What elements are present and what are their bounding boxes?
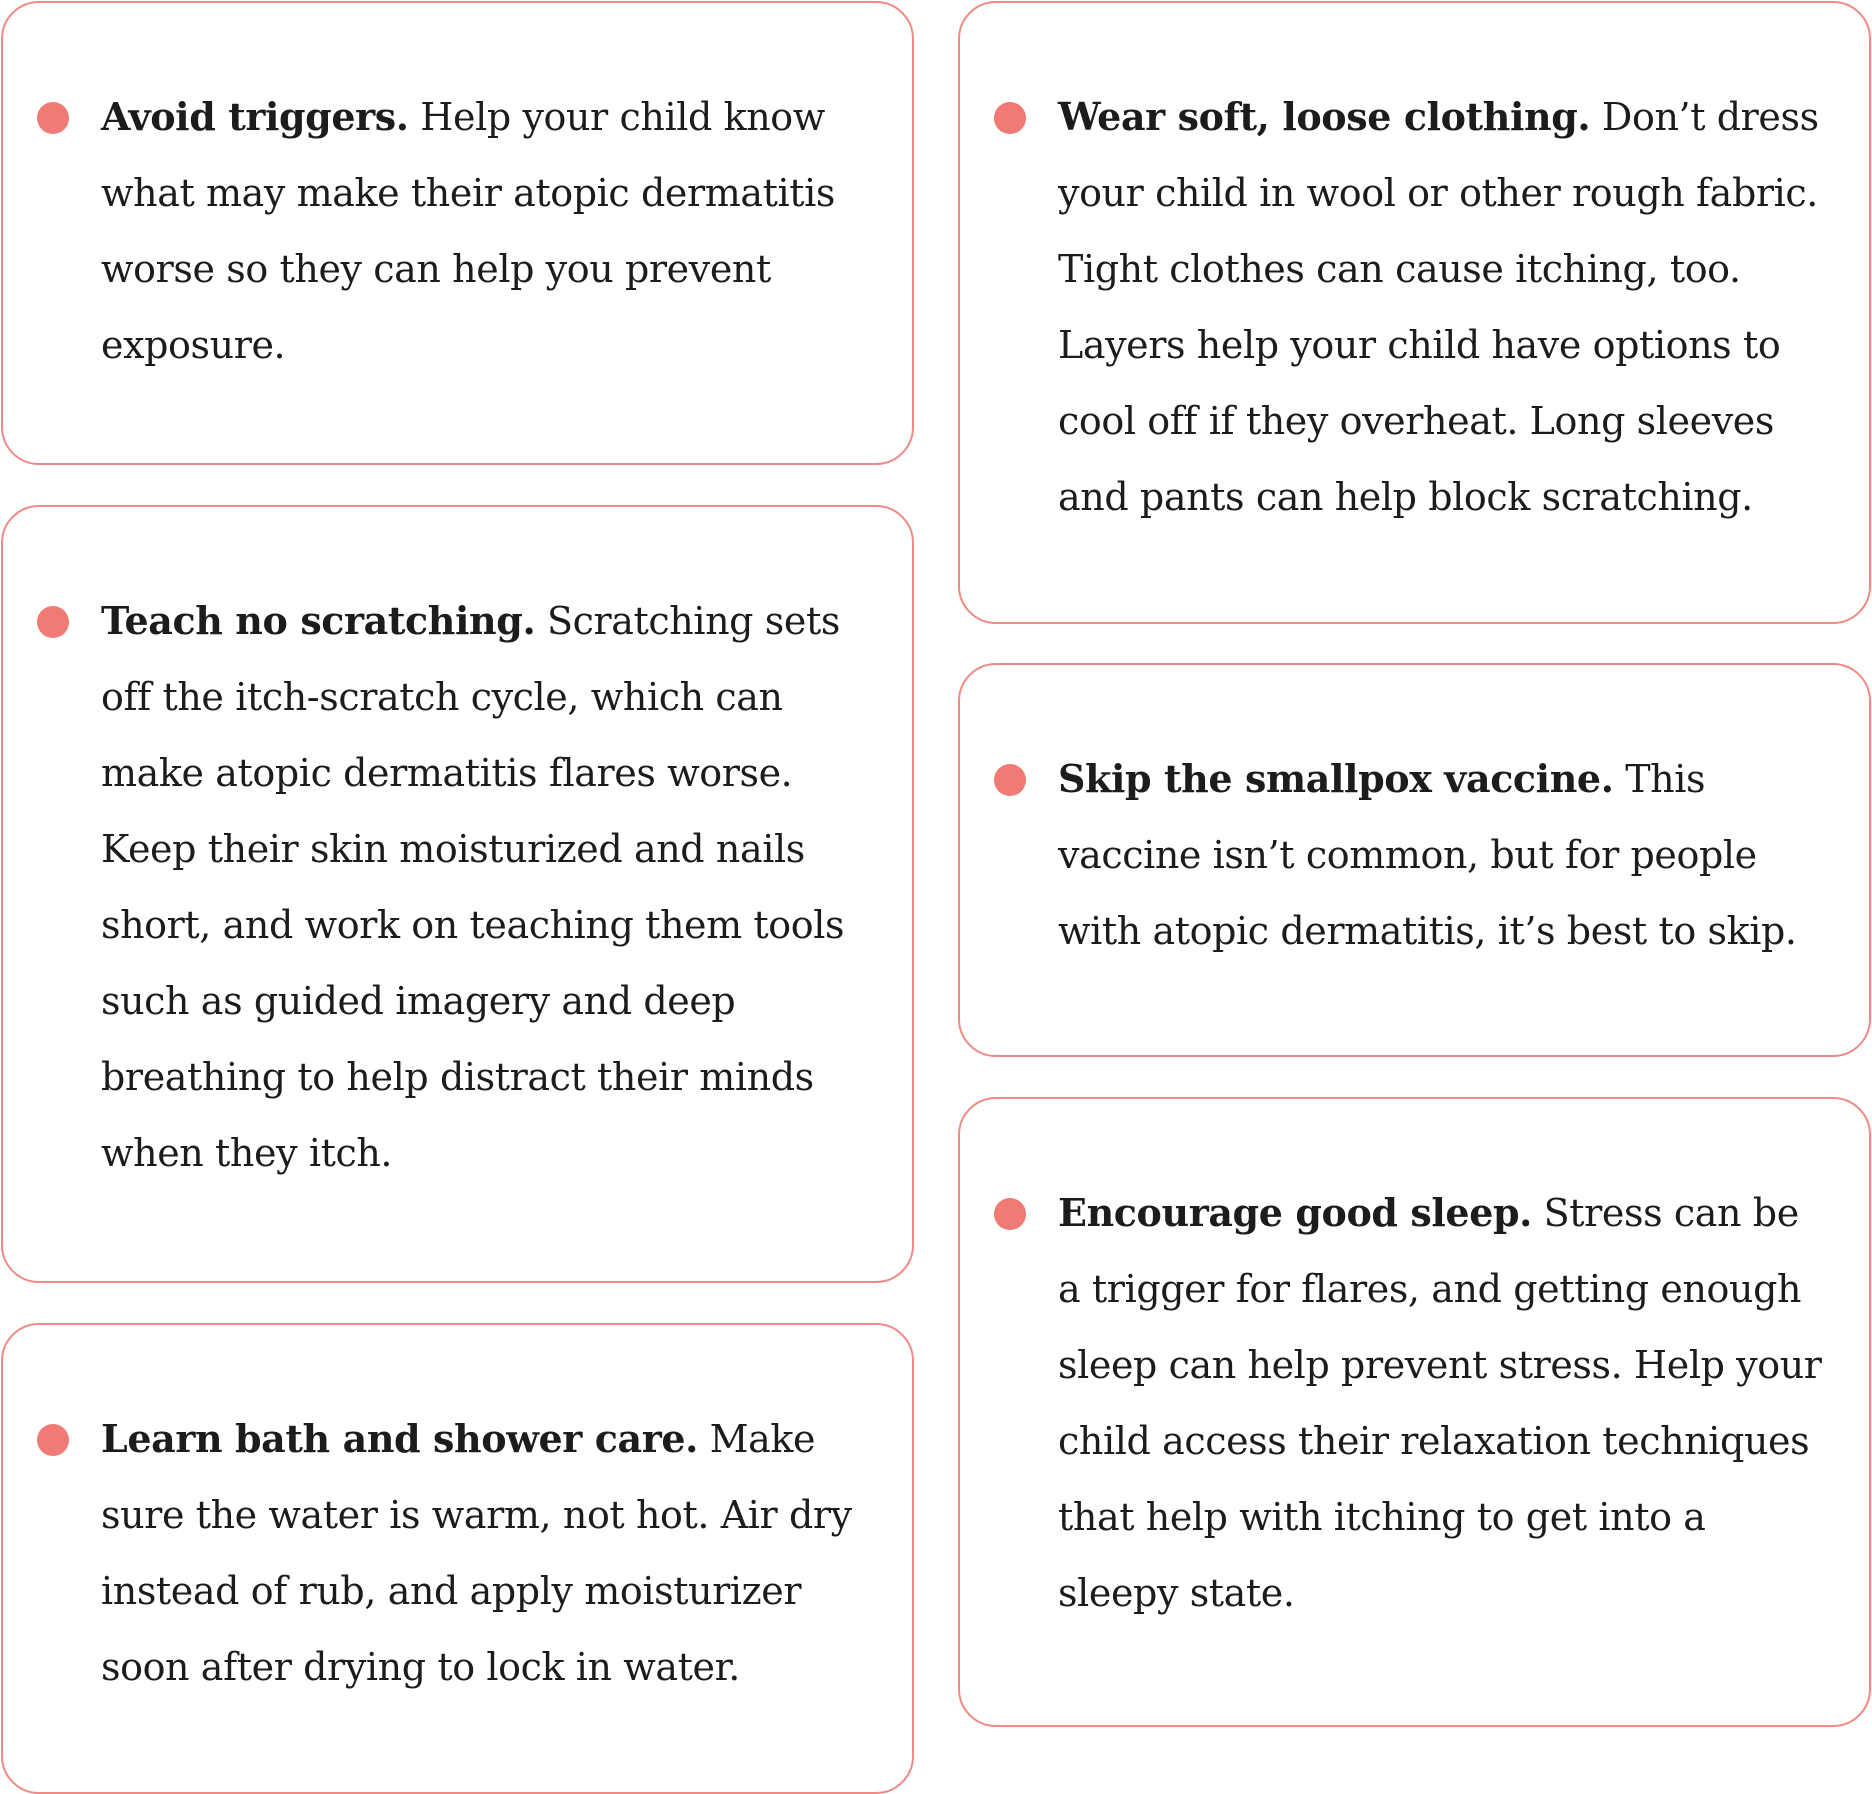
tip-body: Don’t dress your child in wool or other rough fabric. Tight clothes can cause itching, too. Layers help your child have options to cool off if they overheat. Long sleeves and pants can help block scratching.	[1058, 95, 1819, 519]
tip-title: Avoid triggers.	[101, 94, 409, 139]
bullet-dot-icon	[37, 1424, 69, 1456]
tip-title: Encourage good sleep.	[1058, 1190, 1532, 1235]
tip-body: Scratching sets off the itch-scratch cycle, which can make atopic dermatitis flares worse. Keep their skin moisturized and nails short, and work on teaching them tools such as guided imagery and deep breathing to help distract their minds when they itch.	[101, 599, 845, 1175]
tip-text	[101, 3, 872, 383]
bullet-dot-icon	[37, 606, 69, 638]
tip-body: Stress can be a trigger for flares, and getting enough sleep can help prevent stress. Help your child access their relaxation techniques that help with itching to get into a sleepy state.	[1058, 1191, 1822, 1615]
tip-title: Wear soft, loose clothing.	[1058, 94, 1591, 139]
bullet-dot-icon	[994, 764, 1026, 796]
tip-text	[1058, 3, 1829, 535]
tip-card-bath-shower-care	[1, 1323, 914, 1794]
tip-title: Skip the smallpox vaccine.	[1058, 756, 1614, 801]
bullet-dot-icon	[994, 102, 1026, 134]
tip-card-soft-clothing	[958, 1, 1871, 624]
tip-text	[1058, 1099, 1829, 1631]
tip-text	[101, 1325, 872, 1705]
tip-card-good-sleep	[958, 1097, 1871, 1727]
tip-card-skip-smallpox-vaccine	[958, 663, 1871, 1057]
tip-card-avoid-triggers	[1, 1, 914, 465]
tip-text	[101, 507, 872, 1191]
tip-title: Learn bath and shower care.	[101, 1416, 698, 1461]
tip-card-teach-no-scratching	[1, 505, 914, 1283]
bullet-dot-icon	[37, 102, 69, 134]
tip-title: Teach no scratching.	[101, 598, 536, 643]
tip-body: Make sure the water is warm, not hot. Air dry instead of rub, and apply moisturizer soon after drying to lock in water.	[101, 1417, 852, 1689]
tip-body: Help your child know what may make their atopic dermatitis worse so they can help you prevent exposure.	[101, 95, 836, 367]
tip-body: This vaccine isn’t common, but for people with atopic dermatitis, it’s best to skip.	[1058, 757, 1797, 953]
bullet-dot-icon	[994, 1198, 1026, 1230]
tip-text	[1058, 665, 1829, 969]
